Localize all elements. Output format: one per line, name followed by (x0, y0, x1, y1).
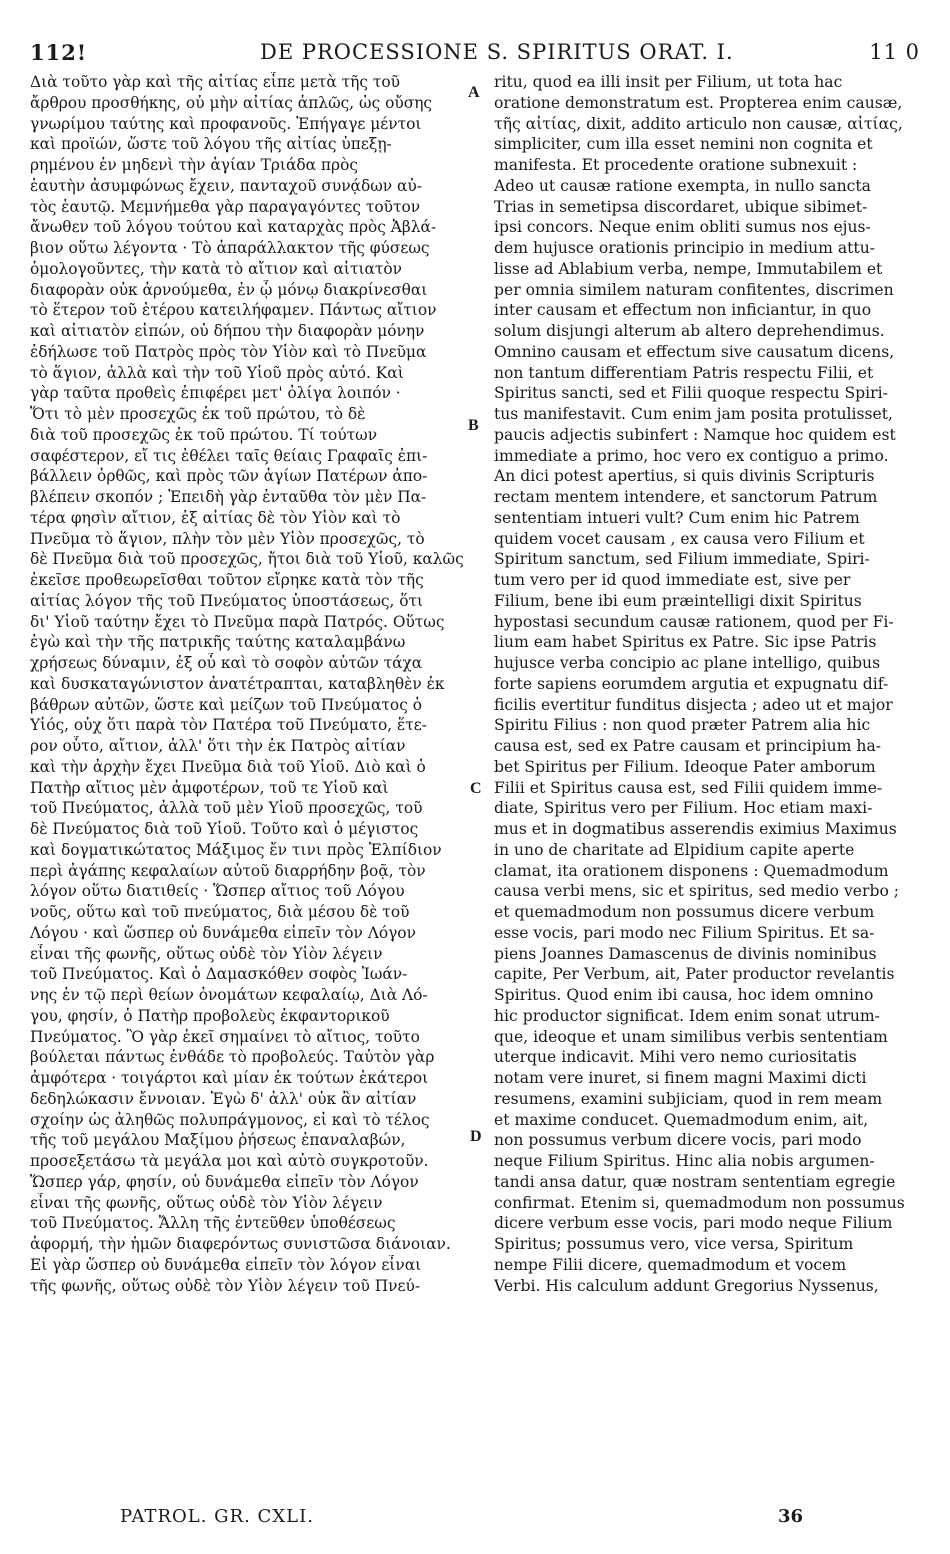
greek-text-line: περὶ ἀγάπης κεφαλαίων αὐτοῦ διαρρήδην βοᾷ, τὸν (30, 861, 426, 880)
greek-text-line: δι' Υἱοῦ ταύτην ἔχει τὸ Πνεῦμα παρὰ Πατρός. Οὕτως (30, 612, 445, 631)
latin-text-line: diate, Spiritus vero per Filium. Hoc etiam maxi- (494, 799, 873, 818)
latin-text-line: esse vocis, pari modo nec Filium Spiritus. Et sa- (494, 923, 875, 942)
greek-text-line: ἐδήλωσε τοῦ Πατρὸς πρὸς τὸν Υἱὸν καὶ τὸ Πνεῦμα (30, 342, 427, 361)
footer-right: 36 (778, 1506, 804, 1527)
greek-text-line: ἐκεῖσε προθεωρεῖσθαι τοῦτον εἴρηκε κατὰ τὸν τῆς (30, 571, 424, 589)
latin-text-line: neque Filium Spiritus. Hinc alia nobis argumen- (494, 1152, 875, 1170)
latin-column (494, 72, 924, 1296)
latin-text-line: ficilis evertitur funditus disjecta ; adeo ut et major (494, 695, 893, 714)
latin-text-line: inter causam et effectum non inficiantur, in quo (494, 301, 872, 320)
latin-text-line: causa est, sed ex Patre causam et principium ha- (494, 737, 882, 755)
greek-text-line: βούλεται πάντως ἐνθάδε τὸ προβολεύς. Ταὐτὸν γὰρ (30, 1048, 435, 1067)
greek-text-line: βιον οὕτω λέγοντα · Τὸ ἀπαράλλακτον τῆς φύσεως (30, 239, 430, 257)
latin-text-line: ipsi concors. Neque enim obliti sumus nos ejus- (494, 218, 871, 237)
latin-text-line: ritu, quod ea illi insit per Filium, ut tota hac (494, 73, 843, 91)
greek-text-line: ἄνωθεν τοῦ λόγου τούτου καὶ καταρχὰς πρὸς Ἀβλά- (30, 218, 437, 237)
greek-text-line: τῆς τοῦ μεγάλου Μαξίμου ῥήσεως ἐπαναλαβών, (30, 1131, 406, 1150)
latin-text-line: solum disjungi alterum ab altero deprehendimus. (494, 322, 885, 340)
latin-text-line: capite, Per Verbum, ait, Pater productor revelantis (494, 965, 895, 984)
greek-text-line: καὶ δογματικώτατος Μάξιμος ἔν τινι πρὸς Ἐλπίδιον (30, 840, 442, 859)
latin-text-line: Adeo ut causæ ratione exempta, in nullo sancta (494, 176, 871, 195)
greek-text-line: λόγον οὕτω διατιθείς · Ὥσπερ αἴτιος τοῦ Λόγου (30, 882, 405, 901)
greek-text-line: δὲ Πνεύματος διὰ τοῦ Υἱοῦ. Τοῦτο καὶ ὁ μέγιστος (30, 820, 419, 838)
greek-text-line: προσεξετάσω τὰ μεγάλα μοι καὶ αὐτὸ συγκροτοῦν. (30, 1152, 429, 1170)
latin-text-line: sententiam intueri vult? Cum enim hic Patrem (494, 508, 860, 527)
greek-text-line: εἶναι τῆς φωνῆς, οὕτως οὐδὲ τὸν Υἱὸν λέγειν (30, 1193, 383, 1212)
margin-letter-d: D (470, 1128, 482, 1145)
latin-text-line: Spiritus sancti, sed et Filii quoque respectu Spiri- (494, 384, 888, 403)
latin-text-line: Omnino causam et effectum sive causatum dicens, (494, 342, 895, 361)
greek-text-line: διαφορὰν οὐκ ἀρνούμεθα, ἐν ᾧ μόνῳ διακρίνεσθαι (30, 280, 428, 299)
latin-text-line: tus manifestavit. Cum enim jam posita protulisset, (494, 405, 893, 423)
latin-text-line: et maxime conducet. Quemadmodum enim, ait, (494, 1110, 869, 1129)
latin-text-line: simpliciter, cum illa esset nemini non cognita et (494, 135, 873, 154)
greek-text-line: νοῦς, οὕτω καὶ τοῦ πνεύματος, διὰ μέσου δὲ τοῦ (30, 903, 410, 921)
latin-text-line: que, ideoque et unam similibus verbis sententiam (494, 1027, 888, 1046)
greek-text-line: Διὰ τοῦτο γὰρ καὶ τῆς αἰτίας εἶπε μετὰ τῆς τοῦ (30, 73, 400, 91)
latin-text-line: Spiritus. Quod enim ibi causa, hoc idem omnino (494, 986, 874, 1004)
latin-text-line: hic productor significat. Idem enim sonat utrum- (494, 1006, 880, 1025)
greek-text-line: καὶ προϊών, ὥστε τοῦ λόγου τῆς αἰτίας ὑπεξῃ- (30, 135, 392, 154)
greek-text-line: χρήσεως δύναμιν, ἐξ οὗ καὶ τὸ σοφὸν αὐτῶν τάχα (30, 654, 423, 672)
greek-text-line: Λόγου · καὶ ὥσπερ οὐ δυνάμεθα εἰπεῖν τὸν Λόγον (30, 923, 416, 942)
latin-text-line: Filium, bene ibi eum præintelligi dixit Spiritus (494, 591, 862, 610)
greek-text-line: βάθρων αὐτῶν, ὥστε καὶ μείζων τοῦ Πνεύματος ὁ (30, 695, 422, 714)
greek-text-line: τοῦ Πνεύματος. Ἄλλη τῆς ἐντεῦθεν ὑποθέσεως (30, 1214, 396, 1233)
latin-text-line: non tantum differentiam Patris respectu Filii, et (494, 363, 874, 382)
latin-text-line: Spiritum sanctum, sed Filium immediate, Spiri- (494, 550, 870, 569)
footer-left: PATROL. GR. CXLI. (120, 1506, 314, 1527)
greek-text-line: τοῦ Πνεύματος. Καὶ ὁ Δαμασκόθεν σοφὸς Ἰωάν- (30, 965, 408, 984)
greek-text-line: καὶ δυσκαταγώνιστον ἀνατέτραπται, καταβληθὲν ἐκ (30, 674, 445, 693)
greek-text-line: τὸ ἅγιον, ἀλλὰ καὶ τὴν τοῦ Υἱοῦ πρὸς αὐτό. Καὶ (30, 363, 404, 382)
latin-text-line: in uno de charitate ad Elpidium capite aperte (494, 840, 855, 859)
greek-text-line: δεδηλώκασιν ἔννοιαν. Ἐγὼ δ' ἀλλ' οὐκ ἂν αἰτίαν (30, 1089, 417, 1108)
greek-text-line: Υἱός, οὐχ ὅτι παρὰ τὸν Πατέρα τοῦ Πνεύματο, ἕτε- (30, 716, 427, 735)
margin-letter-c: C (470, 780, 482, 797)
latin-text-line: Filii et Spiritus causa est, sed Filii quidem imme- (494, 778, 883, 797)
latin-text-line: rectam mentem intendere, et sanctorum Patrum (494, 488, 878, 506)
latin-text-line: Spiritu Filius : non quod præter Patrem alia hic (494, 716, 871, 735)
greek-text-line: σχοίην ὡς ἀληθῶς πολυπράγμονος, εἰ καὶ τὸ τέλος (30, 1110, 430, 1129)
latin-text-line: causa verbi mens, sic et spiritus, sed medio verbo ; (494, 882, 900, 901)
greek-text-line: ἐγὼ καὶ τὴν τῆς πατρικῆς ταύτης καταλαμβάνω (30, 633, 406, 652)
greek-text-line: σαφέστερον, εἴ τις ἐθέλει ταῖς θείαις Γραφαῖς ἐπι- (30, 446, 428, 465)
running-title: DE PROCESSIONE S. SPIRITUS ORAT. I. (260, 40, 734, 64)
latin-text-line: dem hujusce orationis principio in medium attu- (494, 239, 876, 257)
latin-text-line: notam vere inuret, si finem magni Maximi dicti (494, 1069, 867, 1087)
greek-text-line: τὸς ἑαυτῷ. Μεμνήμεθα γὰρ παραγαγόντες τοῦτον (30, 197, 421, 216)
latin-text-line: quidem vocet causam , ex causa vero Filium et (494, 529, 865, 548)
greek-text-line: Πατὴρ αἴτιος μὲν ἀμφοτέρων, τοῦ τε Υἱοῦ καὶ (30, 778, 389, 797)
latin-text-line: τῆς αἰτίας, dixit, addito articulo non causæ, αἰτίας, (494, 114, 903, 133)
latin-text-line: An dici potest apertius, si quis divinis Scripturis (494, 467, 875, 486)
latin-text-line: Spiritus; possumus vero, vice versa, Spiritum (494, 1235, 854, 1253)
greek-text-line: ὁμολογοῦντες, τὴν κατὰ τὸ αἴτιον καὶ αἰτιατὸν (30, 259, 403, 278)
greek-text-line: βάλλειν ὀρθῶς, καὶ πρὸς τῶν ἁγίων Πατέρων ἀπο- (30, 467, 428, 486)
latin-text-line: mus et in dogmatibus asserendis eximius Maximus (494, 820, 897, 838)
latin-text-line: hypostasi secundum causæ rationem, quod per Fi- (494, 612, 894, 631)
greek-text-line: ἀφορμή, τὴν ἡμῶν διαφερόντως συνιστῶσα διάνοιαν. (30, 1235, 451, 1253)
greek-text-line: ἀμφότερα · τοιγάρτοι καὶ μίαν ἐκ τούτων ἑκάτεροι (30, 1069, 429, 1087)
greek-text-line: διὰ τοῦ προσεχῶς ἐκ τοῦ πρώτου. Τί τούτων (30, 425, 378, 444)
latin-text-line: manifesta. Et procedente oratione subnexuit : (494, 156, 858, 174)
greek-text-line: δὲ Πνεῦμα διὰ τοῦ προσεχῶς, ἤτοι διὰ τοῦ Υἱοῦ, καλῶς (30, 550, 464, 569)
greek-text-line: Πνεῦμα τὸ ἅγιον, πλὴν τὸν μὲν Υἱὸν προσεχῶς, τὸ (30, 529, 425, 548)
latin-text-line: uterque indicavit. Mihi vero nemo curiositatis (494, 1048, 857, 1067)
latin-text-line: lium eam habet Spiritus ex Patre. Sic ipse Patris (494, 633, 877, 652)
greek-text-line: γὰρ ταῦτα προθεὶς ἐπιφέρει μετ' ὀλίγα λοιπόν · (30, 384, 401, 403)
greek-text-line: τῆς φωνῆς, οὕτως οὐδὲ τὸν Υἱὸν λέγειν τοῦ Πνεύ- (30, 1276, 421, 1295)
greek-column (30, 72, 482, 1296)
greek-text-line: αἰτίας λόγον τῆς τοῦ Πνεύματος ὑποστάσεως, ὅτι (30, 591, 424, 610)
greek-text-line: βλέπειν σκοπόν ; Ἐπειδὴ γὰρ ἐνταῦθα τὸν μὲν Πα- (30, 488, 427, 506)
latin-text-line: tandi ansa datur, quæ nostram sententiam egregie (494, 1172, 896, 1191)
latin-text-line: bet Spiritus per Filium. Ideoque Pater amborum (494, 757, 876, 776)
margin-letter-b: B (468, 417, 479, 434)
greek-text-line: ἑαυτὴν ἀσυμφώνως ἔχειν, πανταχοῦ συνᾴδων αὐ- (30, 176, 422, 195)
greek-text-line: νης ἐν τῷ περὶ θείων ὀνομάτων κεφαλαίῳ, Διὰ Λό- (30, 986, 428, 1004)
page-number: 112! (30, 40, 88, 65)
greek-text-line: ρον οὗτο, αἴτιον, ἀλλ' ὅτι τὴν ἐκ Πατρὸς αἰτίαν (30, 737, 406, 755)
latin-text-line: et quemadmodum non possumus dicere verbum (494, 903, 875, 921)
latin-text-line: dicere verbum esse vocis, pari modo neque Filium (494, 1214, 893, 1233)
greek-text-line: τὸ ἕτερον τοῦ ἑτέρου κατειλήφαμεν. Πάντως αἴτιον (30, 301, 437, 320)
latin-text-line: paucis adjectis subinfert : Namque hoc quidem est (494, 425, 896, 444)
greek-text-line: ρημένου ἐν μηδενὶ τὴν ἁγίαν Τριάδα πρὸς (30, 156, 358, 174)
greek-text-line: καὶ αἰτιατὸν εἰπών, οὐ δήπου τὴν διαφορὰν μόνην (30, 322, 425, 340)
latin-text-line: Verbi. His calculum addunt Gregorius Nyssenus, (494, 1276, 879, 1295)
greek-text-line: εἶναι τῆς φωνῆς, οὕτως οὐδὲ τὸν Υἱὸν λέγειν (30, 944, 383, 963)
latin-text-line: lisse ad Ablabium verba, nempe, Immutabilem et (494, 259, 883, 278)
latin-text-line: oratione demonstratum est. Propterea enim causæ, (494, 93, 903, 112)
latin-text-line: resumens, examini subjiciam, quod in rem meam (494, 1089, 883, 1108)
greek-text-line: τέρα φησὶν αἴτιον, ἐξ αἰτίας δὲ τὸν Υἱὸν καὶ τὸ (30, 508, 401, 527)
latin-text-line: Trias in semetipsa discordaret, ubique sibimet- (494, 197, 868, 216)
latin-text-line: piens Joannes Damascenus de divinis nominibus (494, 944, 877, 963)
greek-text-line: τοῦ Πνεύματος, ἀλλὰ τοῦ μὲν Υἱοῦ προσεχῶς, τοῦ (30, 799, 423, 818)
greek-text-line: γου, φησίν, ὁ Πατὴρ προβολεὺς ἐκφαντορικοῦ (30, 1006, 390, 1025)
greek-text-line: ἄρθρου προσθήκης, οὐ μὴν αἰτίας ἁπλῶς, ὡς οὔσης (30, 93, 433, 112)
greek-text-line: Ὥσπερ γάρ, φησίν, οὐ δυνάμεθα εἰπεῖν τὸν Λόγον (30, 1172, 419, 1191)
latin-text-line: nempe Filii dicere, quemadmodum et vocem (494, 1255, 847, 1274)
latin-text-line: per omnia similem naturam confitentes, discrimen (494, 280, 894, 299)
greek-text-line: Πνεύματος. Ὃ γὰρ ἐκεῖ σημαίνει τὸ αἴτιος, τοῦτο (30, 1027, 420, 1046)
column-reference: 11 0 (869, 40, 920, 64)
latin-text-line: tum vero per id quod immediate est, sive per (494, 571, 851, 589)
greek-text-line: Ὅτι τὸ μὲν προσεχῶς ἐκ τοῦ πρώτου, τὸ δὲ (30, 405, 366, 423)
latin-text-line: forte sapiens eorumdem argutia et expugnatu dif- (494, 674, 889, 693)
greek-text-line: γνωρίμου ταύτης καὶ προφανοῦς. Ἐπήγαγε μέντοι (30, 114, 422, 133)
greek-text-line: καὶ τὴν ἀρχὴν ἔχει Πνεῦμα διὰ τοῦ Υἱοῦ. Διὸ καὶ ὁ (30, 757, 426, 776)
latin-text-line: non possumus verbum dicere vocis, pari modo (494, 1131, 862, 1150)
latin-text-line: confirmat. Etenim si, quemadmodum non possumus (494, 1193, 905, 1212)
latin-text-line: clamat, ita orationem disponens : Quemadmodum (494, 861, 889, 880)
latin-text-line: hujusce verba concipio ac plane intelligo, quibus (494, 654, 881, 672)
margin-letter-a: A (468, 84, 480, 101)
latin-text-line: immediate a primo, hoc vero ex contiguo a primo. (494, 446, 889, 465)
page-header (30, 40, 920, 68)
greek-text-line: Εἰ γὰρ ὥσπερ οὐ δυνάμεθα εἰπεῖν τὸν λόγον εἶναι (30, 1255, 422, 1274)
